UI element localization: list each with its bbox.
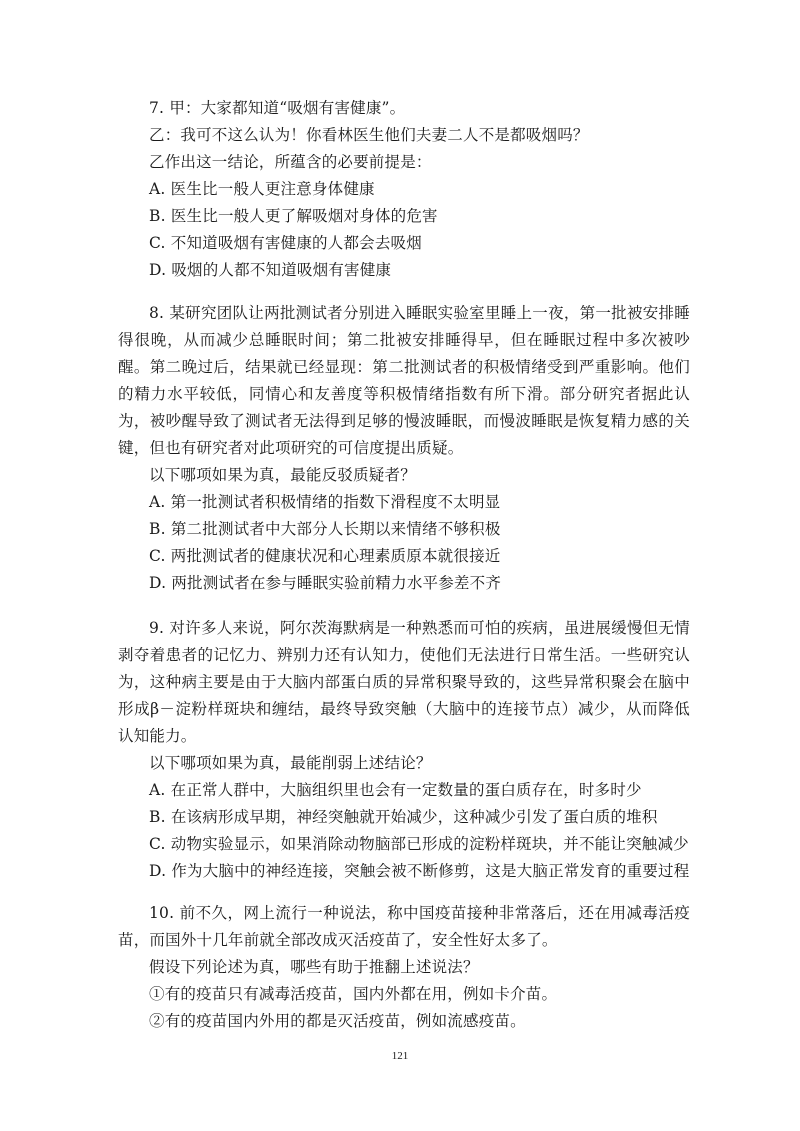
- question-9-option-a: A. 在正常人群中，大脑组织里也会有一定数量的蛋白质存在，时多时少: [149, 781, 642, 799]
- question-10-item-1: ①有的疫苗只有减毒活疫苗，国内外都在用，例如卡介苗。: [149, 985, 558, 1003]
- question-8: [118, 300, 690, 597]
- question-10: [118, 900, 690, 1035]
- question-9-stem: 9. 对许多人来说，阿尔茨海默病是一种熟悉而可怕的疾病，虽进展缓慢但无情剥夺着患者的记忆力、辨别力还有认知力，使他们无法进行日常生活。一些研究认为，这种病主要是由于大脑内部蛋白质的异常积聚导致的，这些异常积聚会在脑中形成β－淀粉样斑块和缠结，最终导致突触（大脑中的连接节点）减少，从而降低认知能力。: [118, 619, 690, 745]
- question-7-option-a: A. 医生比一般人更注意身体健康: [149, 180, 375, 198]
- question-10-item-2: ②有的疫苗国内外用的都是灭活疫苗，例如流感疫苗。: [149, 1012, 526, 1030]
- question-9-prompt: 以下哪项如果为真，最能削弱上述结论？: [149, 754, 432, 772]
- question-9-option-c: C. 动物实验显示，如果消除动物脑部已形成的淀粉样斑块，并不能让突触减少: [149, 835, 689, 853]
- question-9-option-d: D. 作为大脑中的神经连接，突触会被不断修剪，这是大脑正常发育的重要过程: [149, 862, 690, 880]
- question-7-stem: 7. 甲：大家都知道“吸烟有害健康”。: [149, 99, 406, 117]
- question-7: [118, 95, 690, 284]
- question-8-option-d: D. 两批测试者在参与睡眠实验前精力水平参差不齐: [149, 574, 502, 592]
- question-7-option-c: C. 不知道吸烟有害健康的人都会去吸烟: [149, 234, 422, 252]
- question-9: [118, 615, 690, 885]
- question-9-option-b: B. 在该病形成早期，神经突触就开始减少，这种减少引发了蛋白质的堆积: [149, 808, 658, 826]
- question-8-option-c: C. 两批测试者的健康状况和心理素质原本就很接近: [149, 547, 501, 565]
- question-8-option-a: A. 第一批测试者积极情绪的指数下滑程度不太明显: [149, 493, 501, 511]
- question-8-option-b: B. 第二批测试者中大部分人长期以来情绪不够积极: [149, 520, 501, 538]
- question-7-reply: 乙：我可不这么认为！你看林医生他们夫妻二人不是都吸烟吗？: [149, 126, 589, 144]
- question-8-stem: 8. 某研究团队让两批测试者分别进入睡眠实验室里睡上一夜，第一批被安排睡得很晚，从而减少总睡眠时间；第二批被安排睡得早，但在睡眠过程中多次被吵醒。第二晚过后，结果就已经显现：第二批测试者的积极情绪受到严重影响。他们的精力水平较低，同情心和友善度等积极情绪指数有所下滑。部分研究者据此认为，被吵醒导致了测试者无法得到足够的慢波睡眠，而慢波睡眠是恢复精力感的关键，但也有研究者对此项研究的可信度提出质疑。: [118, 304, 690, 457]
- question-7-option-d: D. 吸烟的人都不知道吸烟有害健康: [149, 261, 392, 279]
- question-7-option-b: B. 医生比一般人更了解吸烟对身体的危害: [149, 207, 438, 225]
- question-10-stem: 10. 前不久，网上流行一种说法，称中国疫苗接种非常落后，还在用减毒活疫苗，而国外十几年前就全部改成灭活疫苗了，安全性好太多了。: [118, 904, 690, 949]
- question-8-prompt: 以下哪项如果为真，最能反驳质疑者？: [149, 466, 416, 484]
- question-7-prompt: 乙作出这一结论，所蕴含的必要前提是：: [149, 153, 432, 171]
- page-number: 121: [391, 1050, 409, 1062]
- question-10-prompt: 假设下列论述为真，哪些有助于推翻上述说法？: [149, 958, 479, 976]
